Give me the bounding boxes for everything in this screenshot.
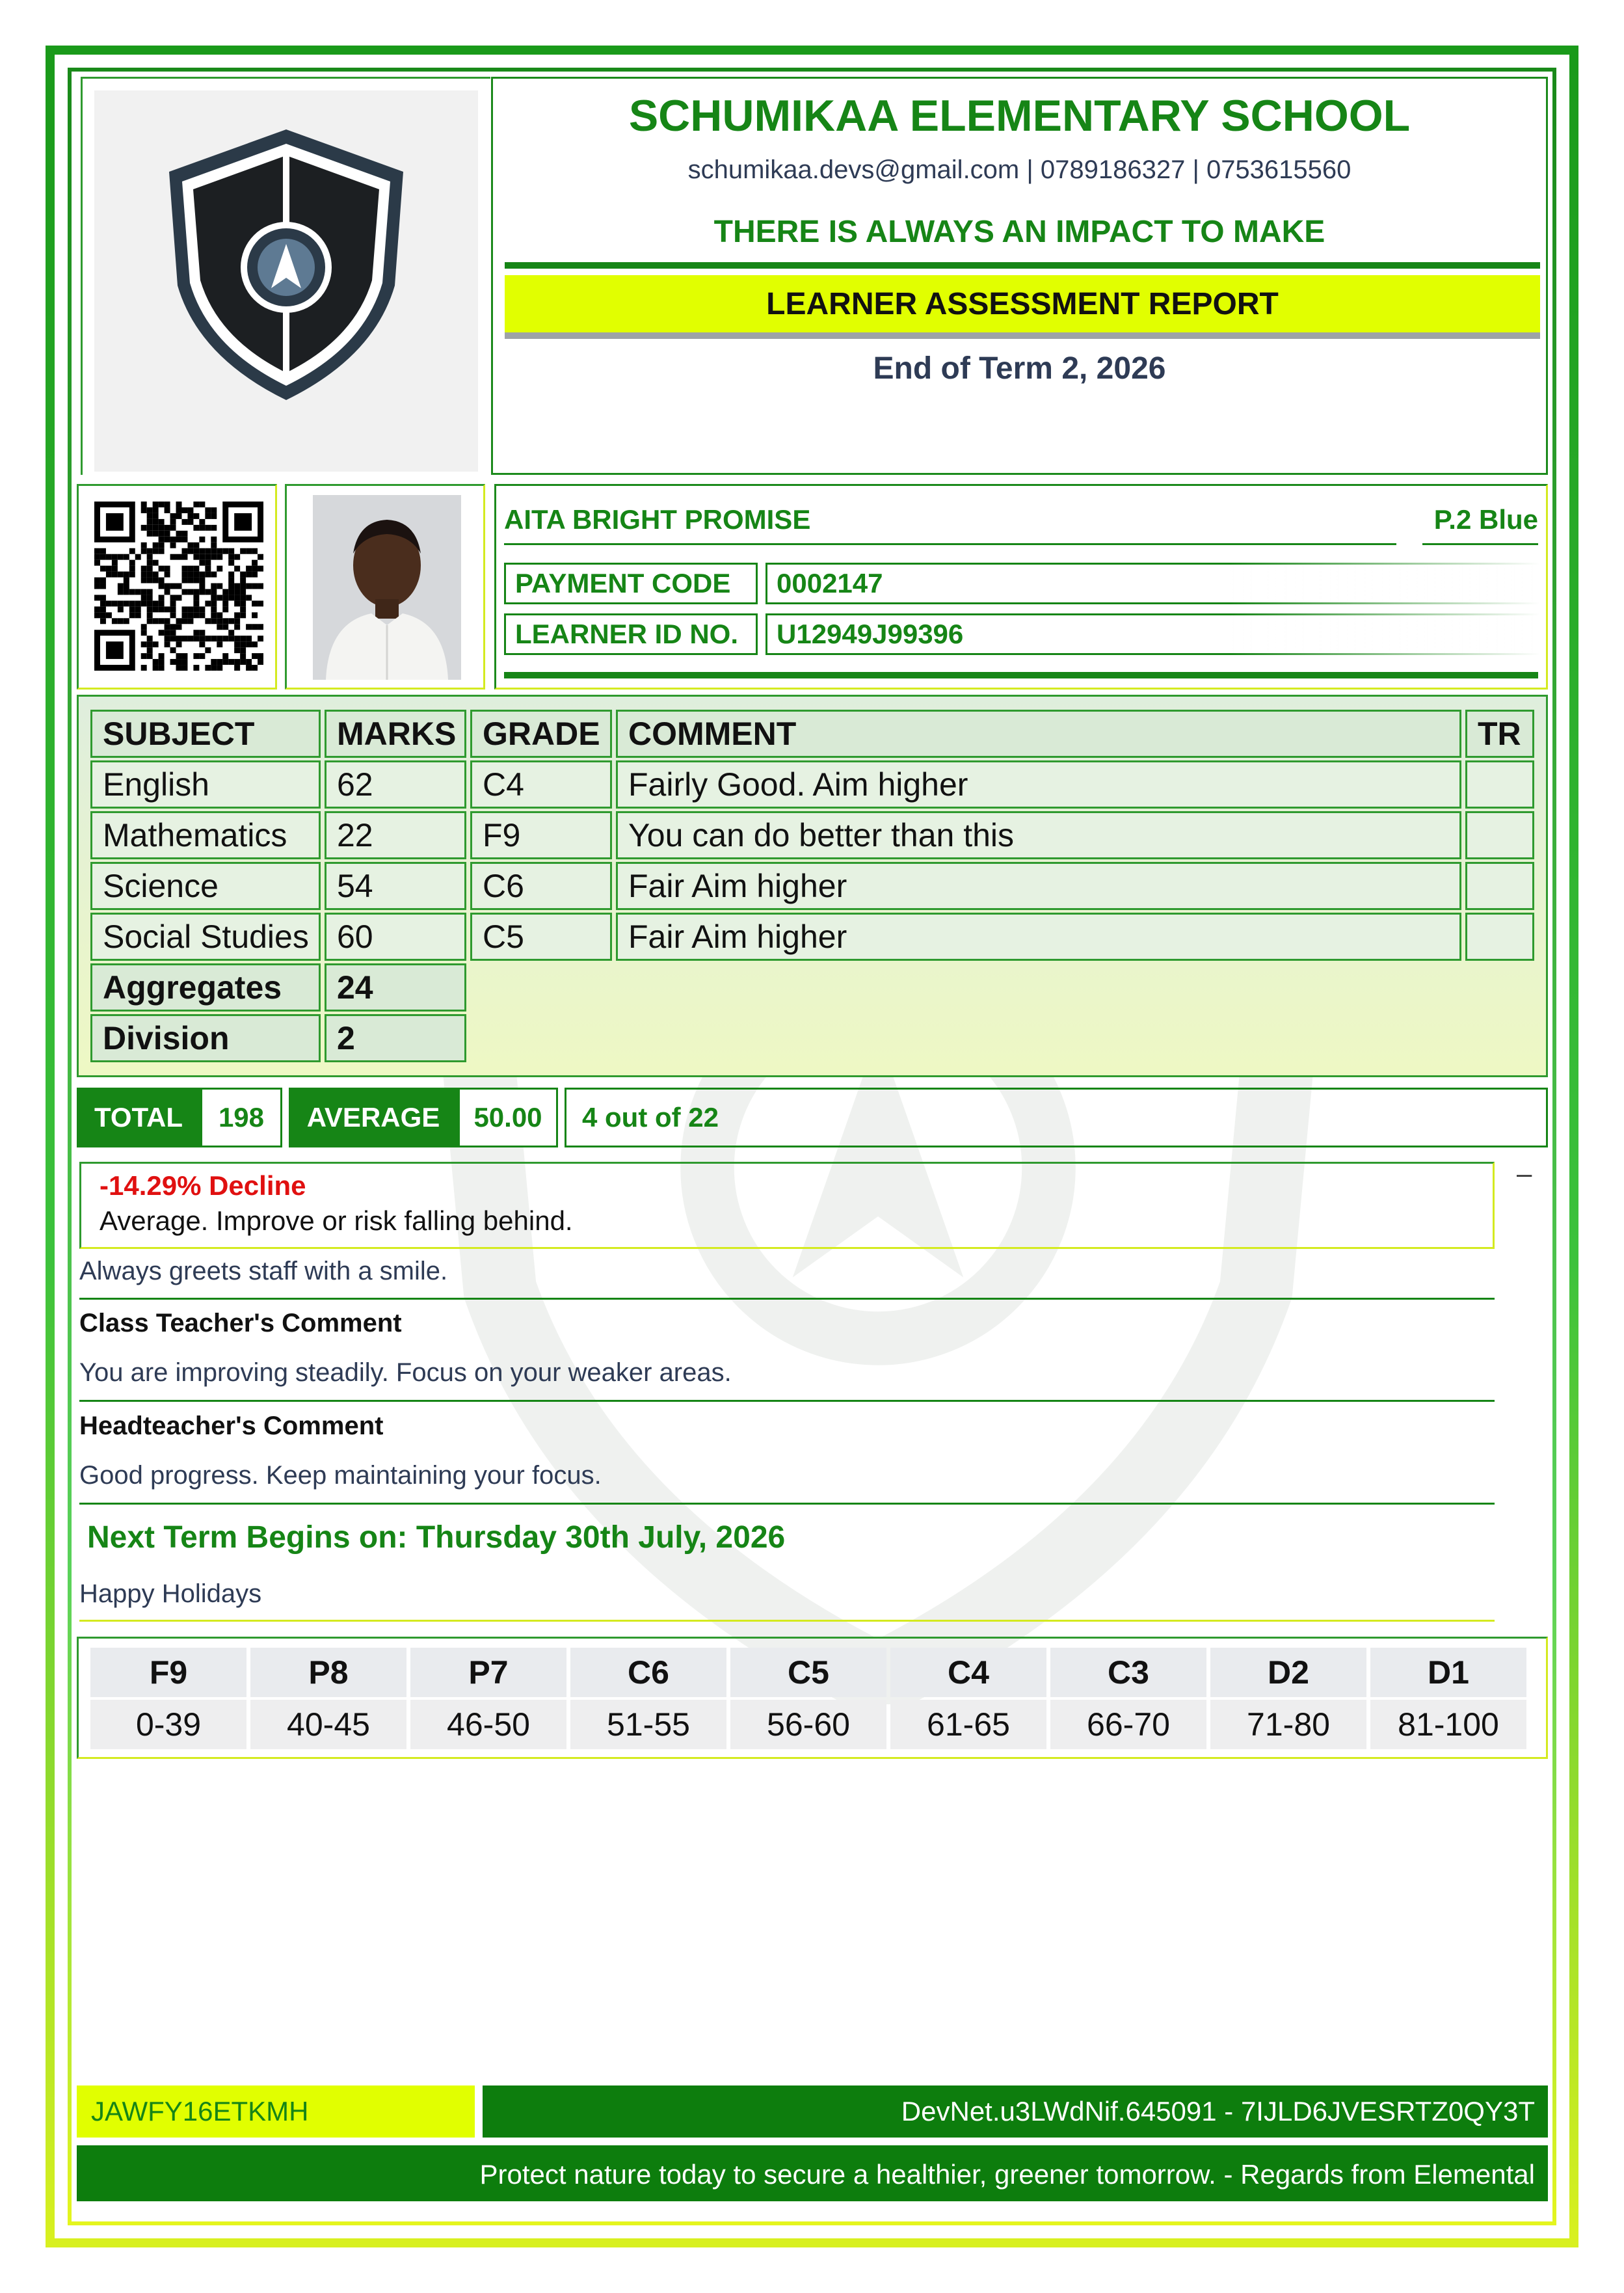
divider <box>79 1620 1495 1622</box>
class-teacher-comment: You are improving steadily. Focus on your weaker areas. <box>79 1358 732 1387</box>
school-header <box>491 77 1548 475</box>
payment-code-label: PAYMENT CODE <box>504 563 758 604</box>
header-divider <box>505 262 1540 269</box>
scale-range: 61-65 <box>890 1700 1046 1749</box>
table-cell-tr <box>1465 913 1534 961</box>
table-cell-grade: F9 <box>470 811 612 859</box>
learner-name: AITA BRIGHT PROMISE <box>504 504 811 535</box>
term-label: End of Term 2, 2026 <box>873 351 1166 386</box>
headteacher-label: Headteacher's Comment <box>79 1412 384 1440</box>
scale-grade: C3 <box>1050 1648 1206 1697</box>
school-motto: THERE IS ALWAYS AN IMPACT TO MAKE <box>713 215 1325 249</box>
table-cell-subject: Science <box>90 862 321 910</box>
table-cell-subject: Social Studies <box>90 913 321 961</box>
scale-grade: C5 <box>730 1648 886 1697</box>
scale-range: 56-60 <box>730 1700 886 1749</box>
scale-range: 46-50 <box>410 1700 566 1749</box>
conduct-remark: Always greets staff with a smile. <box>79 1257 448 1285</box>
scale-range: 40-45 <box>250 1700 406 1749</box>
total-label: TOTAL <box>77 1088 200 1147</box>
table-cell-marks: 60 <box>325 913 466 961</box>
table-cell-marks: 22 <box>325 811 466 859</box>
name-underline <box>504 543 1396 545</box>
table-cell-marks: 62 <box>325 760 466 809</box>
trend-remark: Average. Improve or risk falling behind. <box>100 1205 573 1236</box>
header-comment: COMMENT <box>616 710 1461 758</box>
aggregates-value: 24 <box>325 963 466 1012</box>
report-title: LEARNER ASSESSMENT REPORT <box>505 275 1540 339</box>
table-cell-marks: 54 <box>325 862 466 910</box>
table-cell-tr <box>1465 862 1534 910</box>
scale-grade: C6 <box>570 1648 726 1697</box>
scale-range: 0-39 <box>90 1700 246 1749</box>
collapse-button[interactable]: – <box>1517 1158 1532 1188</box>
trend-change: -14.29% Decline <box>100 1170 306 1201</box>
performance-trend <box>79 1162 1495 1249</box>
table-cell-tr <box>1465 811 1534 859</box>
divider <box>79 1400 1495 1402</box>
footer-message: Protect nature today to secure a healthier, greener tomorrow. - Regards from Elemental <box>77 2145 1548 2201</box>
scale-grade: D2 <box>1210 1648 1366 1697</box>
scale-grade: C4 <box>890 1648 1046 1697</box>
division-label: Division <box>90 1014 321 1062</box>
learner-photo <box>313 495 461 680</box>
table-cell-subject: Mathematics <box>90 811 321 859</box>
scale-grade: F9 <box>90 1648 246 1697</box>
class-teacher-label: Class Teacher's Comment <box>79 1309 402 1337</box>
qr-panel <box>77 484 277 690</box>
logo-panel <box>81 77 490 475</box>
total-value: 198 <box>200 1088 282 1147</box>
headteacher-comment: Good progress. Keep maintaining your focus. <box>79 1461 602 1490</box>
shield-logo-icon <box>94 90 478 472</box>
table-cell-grade: C4 <box>470 760 612 809</box>
learner-id-label: LEARNER ID NO. <box>504 613 758 655</box>
scale-range: 51-55 <box>570 1700 726 1749</box>
qr-code-icon <box>94 502 263 671</box>
table-cell-subject: English <box>90 760 321 809</box>
photo-panel <box>285 484 485 690</box>
table-cell-comment: You can do better than this <box>616 811 1461 859</box>
aggregates-label: Aggregates <box>90 963 321 1012</box>
class-underline <box>1422 543 1538 545</box>
header-marks: MARKS <box>325 710 466 758</box>
scale-grade: P8 <box>250 1648 406 1697</box>
divider <box>79 1503 1495 1505</box>
scale-range: 81-100 <box>1370 1700 1526 1749</box>
table-cell-comment: Fair Aim higher <box>616 862 1461 910</box>
scale-grade: P7 <box>410 1648 566 1697</box>
school-name: SCHUMIKAA ELEMENTARY SCHOOL <box>628 91 1411 141</box>
table-cell-comment: Fairly Good. Aim higher <box>616 760 1461 809</box>
marks-table <box>77 695 1548 1077</box>
learner-class: P.2 Blue <box>1433 504 1538 535</box>
footer-code: JAWFY16ETKMH <box>77 2085 475 2138</box>
learner-id-value: U12949J99396 <box>765 613 1539 655</box>
next-term-date: Next Term Begins on: Thursday 30th July, 2026 <box>87 1520 786 1555</box>
table-cell-grade: C5 <box>470 913 612 961</box>
scale-grade: D1 <box>1370 1648 1526 1697</box>
header-subject: SUBJECT <box>90 710 321 758</box>
scale-range: 66-70 <box>1050 1700 1206 1749</box>
average-label: AVERAGE <box>289 1088 458 1147</box>
header-tr: TR <box>1465 710 1534 758</box>
learner-info-panel <box>494 484 1548 690</box>
footer-dev-id: DevNet.u3LWdNif.645091 - 7IJLD6JVESRTZ0QY3T <box>483 2085 1548 2138</box>
table-cell-comment: Fair Aim higher <box>616 913 1461 961</box>
average-value: 50.00 <box>458 1088 558 1147</box>
header-grade: GRADE <box>470 710 612 758</box>
scale-range: 71-80 <box>1210 1700 1366 1749</box>
payment-code-value: 0002147 <box>765 563 1539 604</box>
division-value: 2 <box>325 1014 466 1062</box>
grading-scale <box>77 1637 1548 1759</box>
class-position: 4 out of 22 <box>565 1088 1548 1147</box>
holiday-message: Happy Holidays <box>79 1579 262 1608</box>
divider <box>79 1298 1495 1300</box>
table-cell-tr <box>1465 760 1534 809</box>
table-cell-grade: C6 <box>470 862 612 910</box>
school-contact: schumikaa.devs@gmail.com | 0789186327 | 0753615560 <box>687 155 1351 184</box>
info-divider <box>504 672 1538 678</box>
